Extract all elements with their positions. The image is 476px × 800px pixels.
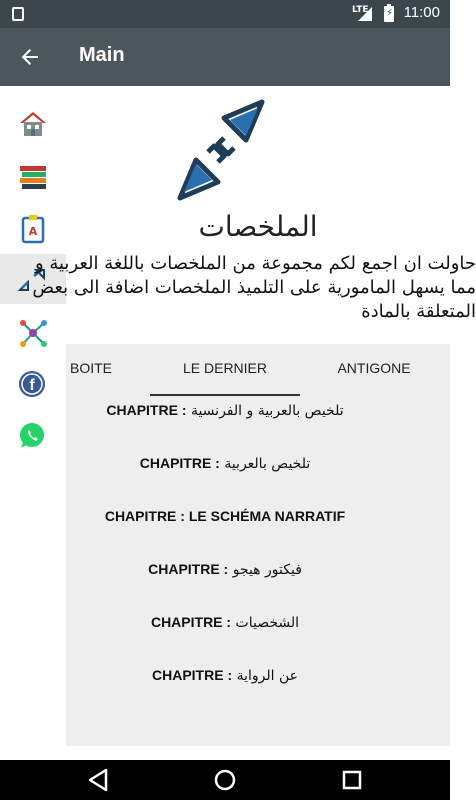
list-item[interactable]: CHAPITRE : الشخصيات [150, 614, 300, 631]
recents-nav-icon[interactable] [340, 766, 364, 794]
clipboard-icon [18, 214, 48, 244]
sidebar-item-exams[interactable] [0, 202, 66, 252]
selected-tab-indicator [150, 394, 300, 396]
back-nav-icon[interactable] [86, 766, 110, 794]
network-type-label: LTE [352, 5, 369, 15]
home-icon [18, 110, 48, 138]
logo-title: الملخصات [198, 210, 318, 243]
list-item[interactable]: CHAPITRE : تلخيص بالعربية و الفرنسية [106, 402, 344, 419]
status-time: 11:00 [403, 4, 440, 21]
app-bar [0, 28, 450, 86]
sidebar-item-home[interactable] [0, 98, 66, 148]
home-nav-icon[interactable] [212, 766, 238, 794]
battery-icon: ⚡ [384, 6, 394, 22]
svg-text:A: A [28, 225, 38, 238]
sidebar-item-whatsapp[interactable] [0, 410, 66, 460]
app-description: حاولت ان اجمع لكم مجموعة من الملخصات باللغة العربية و مما يسهل المامورية على التلميذ الملخصات اضافة الى بعض المتعلقة بالمادة [32, 253, 476, 322]
status-bar [0, 0, 450, 28]
sidebar-item-books[interactable] [0, 150, 66, 200]
books-icon [18, 162, 48, 190]
sim-card-icon [12, 7, 24, 21]
whatsapp-icon [18, 422, 46, 450]
page-title: Main [79, 44, 125, 66]
back-arrow-icon[interactable] [14, 41, 46, 73]
navigation-bar [0, 760, 450, 800]
list-item[interactable]: CHAPITRE : عن الرواية [152, 667, 298, 684]
tab-antigone[interactable]: ANTIGONE [337, 360, 411, 376]
tab-bar [66, 344, 450, 402]
tab-boite[interactable]: BOITE [69, 360, 112, 376]
list-item[interactable]: CHAPITRE : LE SCHÉMA NARRATIF [104, 508, 346, 524]
main-content [32, 86, 476, 760]
sidebar [0, 86, 66, 760]
list-item[interactable]: CHAPITRE : فيكتور هيجو [148, 561, 302, 578]
svg-text:f: f [29, 377, 35, 394]
summaries-logo-icon [166, 100, 276, 200]
signal-icon [358, 7, 372, 21]
chapter-list [66, 402, 450, 746]
list-item[interactable]: CHAPITRE : تلخيص بالعربية [139, 455, 311, 472]
tab-le-dernier[interactable]: LE DERNIER [182, 360, 268, 376]
